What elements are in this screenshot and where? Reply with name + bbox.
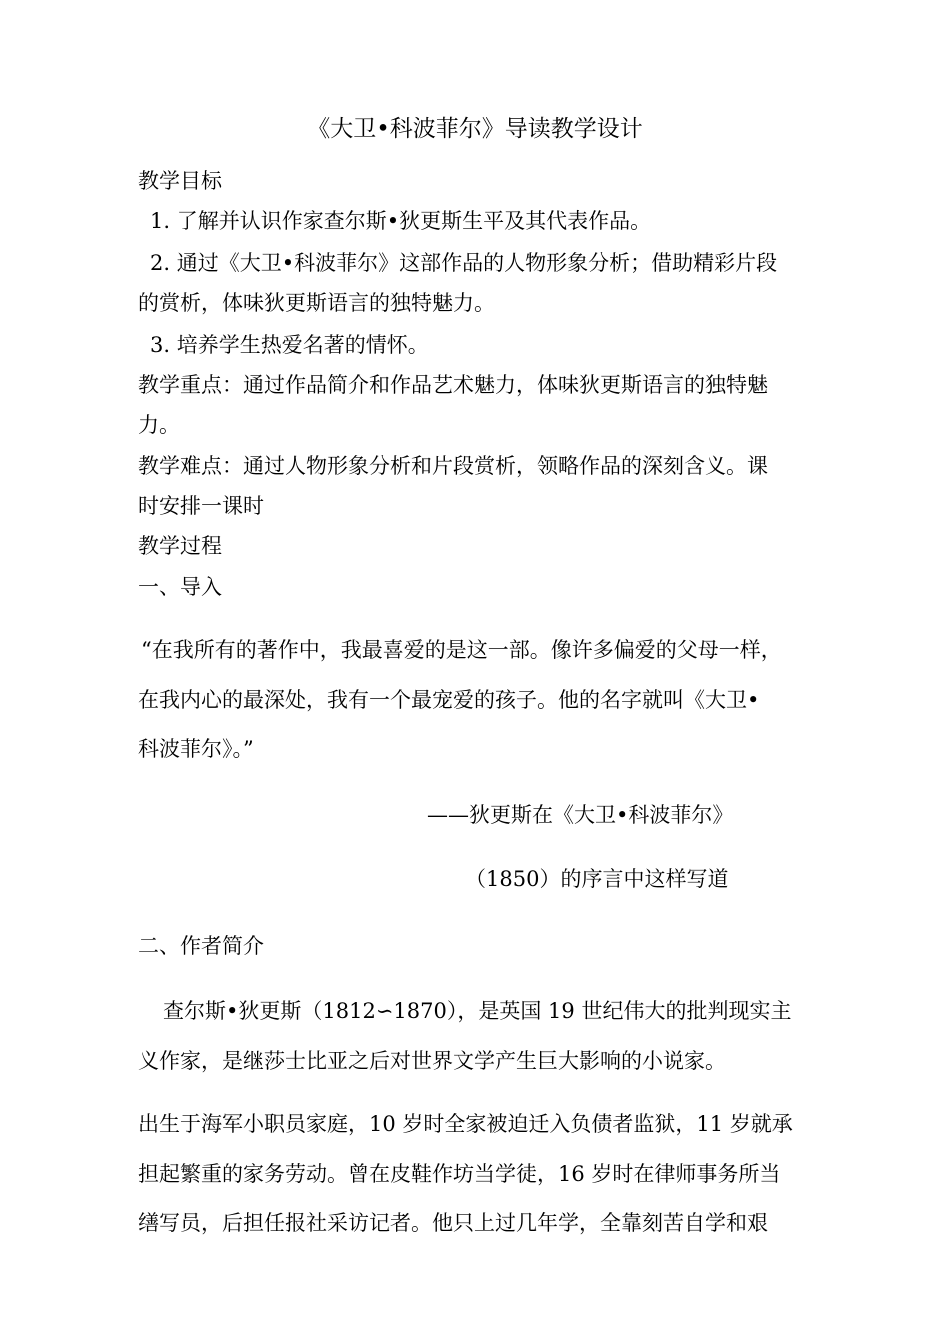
quote-line-1: “在我所有的著作中，我最喜爱的是这一部。像许多偏爱的父母一样， xyxy=(141,638,782,662)
quote-line-3: 科波菲尔》。” xyxy=(138,737,254,761)
section-1-heading: 一、导入 xyxy=(138,575,222,599)
bio-line-1: 出生于海军小职员家庭，10 岁时全家被迫迁入负债者监狱，11 岁就承 xyxy=(138,1112,793,1136)
difficulties-line-1: 教学难点：通过人物形象分析和片段赏析，领略作品的深刻含义。课 xyxy=(138,454,768,478)
objective-2-line-2: 的赏析，体味狄更斯语言的独特魅力。 xyxy=(138,291,495,315)
attribution-line-2: （1850）的序言中这样写道 xyxy=(465,867,729,891)
quote-line-2: 在我内心的最深处，我有一个最宠爱的孩子。他的名字就叫《大卫• xyxy=(138,688,760,712)
intro-line-2: 义作家，是继莎士比亚之后对世界文学产生巨大影响的小说家。 xyxy=(138,1049,726,1073)
bio-line-3: 缮写员，后担任报社采访记者。他只上过几年学，全靠刻苦自学和艰 xyxy=(138,1211,768,1235)
objective-2-line-1: 2. 通过《大卫•科波菲尔》这部作品的人物形象分析；借助精彩片段 xyxy=(150,251,778,275)
attribution-line-1: ——狄更斯在《大卫•科波菲尔》 xyxy=(427,803,734,827)
key-points-line-2: 力。 xyxy=(138,413,180,437)
section-2-heading: 二、作者简介 xyxy=(138,934,264,958)
objective-3: 3. 培养学生热爱名著的情怀。 xyxy=(150,333,429,357)
bio-line-2: 担起繁重的家务劳动。曾在皮鞋作坊当学徒，16 岁时在律师事务所当 xyxy=(138,1162,781,1186)
objectives-heading: 教学目标 xyxy=(138,169,222,193)
intro-line-1: 查尔斯•狄更斯（1812∽1870），是英国 19 世纪伟大的批判现实主 xyxy=(163,999,792,1023)
document-title: 《大卫•科波菲尔》导读教学设计 xyxy=(307,116,643,142)
difficulties-line-2: 时安排一课时 xyxy=(138,494,264,518)
process-heading: 教学过程 xyxy=(138,534,222,558)
objective-1: 1. 了解并认识作家查尔斯•狄更斯生平及其代表作品。 xyxy=(150,209,652,233)
key-points-line-1: 教学重点：通过作品简介和作品艺术魅力，体味狄更斯语言的独特魅 xyxy=(138,373,768,397)
